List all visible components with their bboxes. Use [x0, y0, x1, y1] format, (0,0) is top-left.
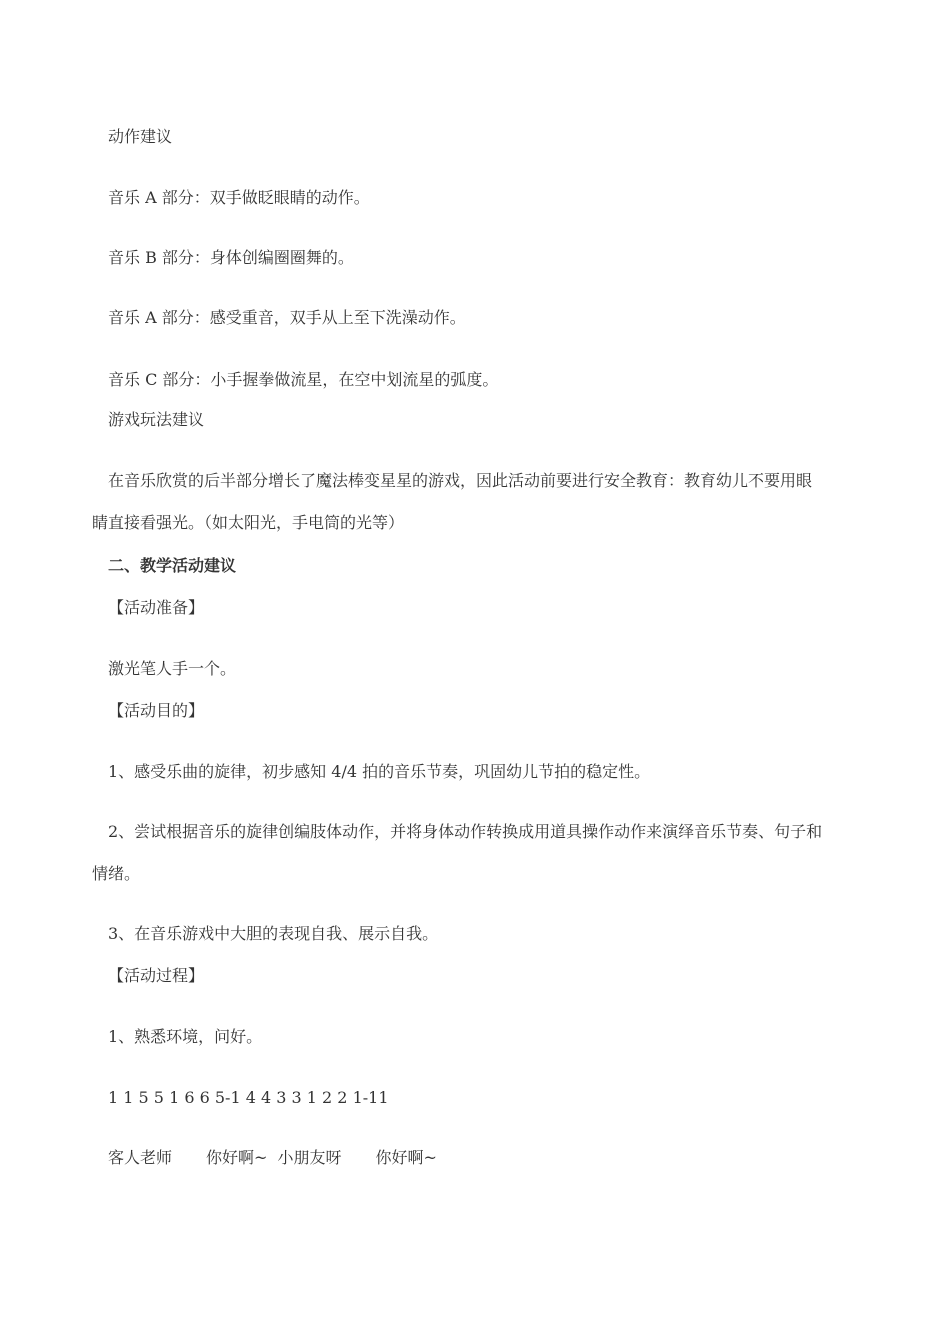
- preparation-text: 激光笔人手一个。: [108, 659, 237, 678]
- heading-process: 【活动过程】: [108, 966, 205, 985]
- objective-1: 1、感受乐曲的旋律，初步感知 4/4 拍的音乐节奏，巩固幼儿节拍的稳定性。: [108, 762, 651, 781]
- music-c-part: 音乐 C 部分：小手握拳做流星，在空中划流星的弧度。: [108, 370, 499, 389]
- process-step-1: 1、熟悉环境，问好。: [108, 1027, 263, 1046]
- music-a-part-2: 音乐 A 部分：感受重音，双手从上至下洗澡动作。: [108, 308, 466, 327]
- lyric-phrase: 你好啊~: [206, 1148, 268, 1167]
- lyric-phrase: 小朋友呀: [277, 1148, 342, 1167]
- lyric-phrase: 你好啊~: [375, 1148, 437, 1167]
- section-title-teaching: 二、教学活动建议: [108, 556, 237, 575]
- heading-preparation: 【活动准备】: [108, 598, 205, 617]
- heading-objectives: 【活动目的】: [108, 701, 205, 720]
- objective-2-line-2: 情绪。: [92, 864, 141, 883]
- music-notation: 1 1 5 5 1 6 6 5-1 4 4 3 3 1 2 2 1-11: [108, 1088, 389, 1107]
- objective-2-line-1: 2、尝试根据音乐的旋律创编肢体动作，并将身体动作转换成用道具操作动作来演绎音乐节奏、句子和: [108, 822, 823, 841]
- music-b-part: 音乐 B 部分：身体创编圈圈舞的。: [108, 248, 354, 267]
- heading-game-suggestions: 游戏玩法建议: [108, 410, 205, 429]
- game-paragraph-line-2: 睛直接看强光。（如太阳光，手电筒的光等）: [92, 513, 405, 532]
- music-a-part-1: 音乐 A 部分：双手做眨眼睛的动作。: [108, 188, 370, 207]
- game-paragraph-line-1: 在音乐欣赏的后半部分增长了魔法棒变星星的游戏，因此活动前要进行安全教育：教育幼儿不要用眼: [108, 471, 813, 490]
- lyrics-line: [108, 1148, 437, 1168]
- lyric-phrase: 客人老师: [108, 1148, 173, 1167]
- heading-action-suggestions: 动作建议: [108, 127, 173, 146]
- objective-3: 3、在音乐游戏中大胆的表现自我、展示自我。: [108, 924, 439, 943]
